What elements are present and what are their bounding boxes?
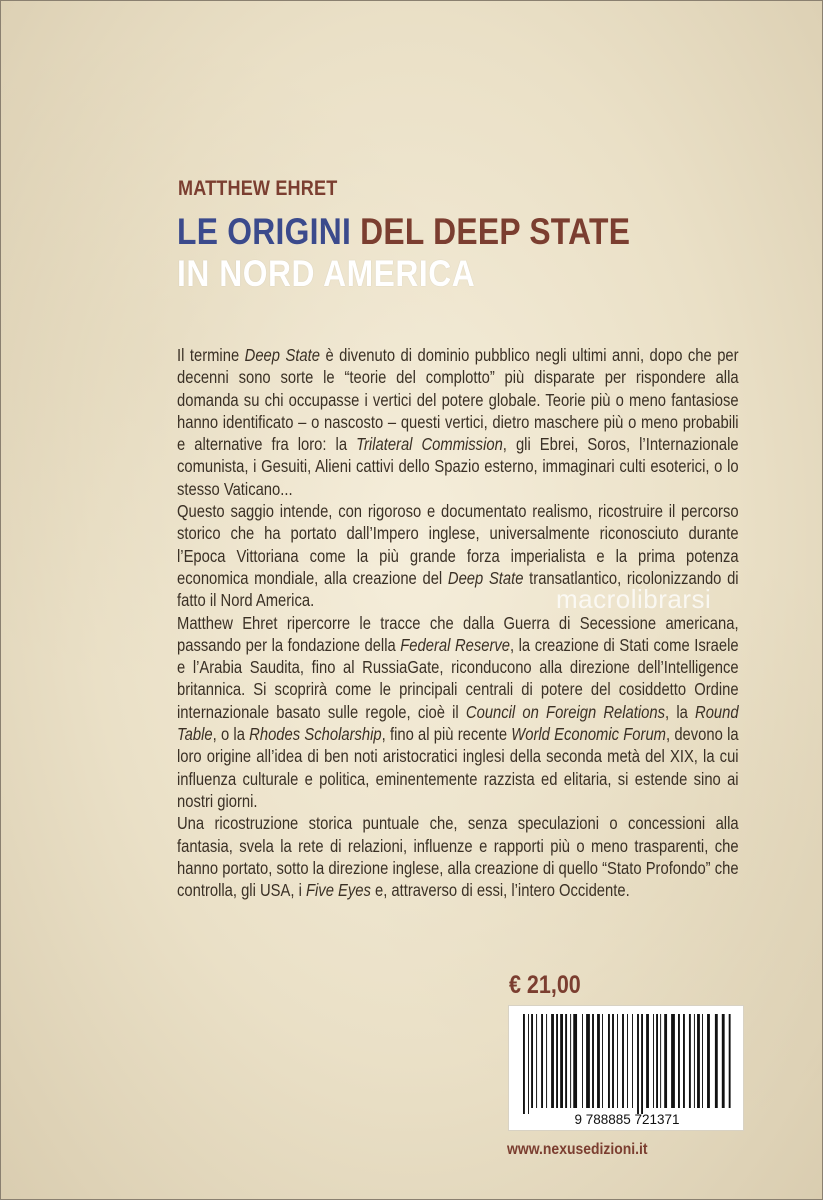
text-run: Il termine (177, 345, 245, 365)
barcode-bar (597, 1014, 600, 1108)
book-title-line-1 (177, 211, 630, 253)
barcode-bar (556, 1014, 558, 1108)
barcode-bar (531, 1014, 533, 1108)
barcode-bar (697, 1014, 700, 1108)
barcode-bar (660, 1014, 661, 1108)
blurb-paragraph (177, 812, 739, 901)
text-run: transatlantico, ricolonizzando di fatto il Nord America. (177, 567, 739, 611)
barcode-bar (689, 1014, 691, 1108)
barcode-bar (602, 1014, 603, 1108)
barcode-bar (641, 1014, 643, 1114)
barcode-bar (683, 1014, 685, 1108)
text-run: , o la (212, 724, 250, 745)
barcode-bar (592, 1014, 594, 1108)
price-label: € 21,00 (509, 971, 581, 999)
barcode-bar (694, 1014, 695, 1108)
italic-term: Deep State (244, 345, 320, 365)
title-part-deep-state: DEL DEEP STATE (360, 211, 631, 252)
barcode-bar (627, 1014, 628, 1108)
barcode-bar (560, 1014, 563, 1108)
italic-term: Round Table (177, 701, 739, 745)
italic-term: Deep State (447, 567, 524, 588)
barcode-bar (622, 1014, 624, 1108)
barcode-bar (707, 1014, 710, 1108)
barcode-bar (536, 1014, 537, 1108)
barcode-bar (729, 1014, 731, 1108)
text-run: , fino al più recente (381, 724, 512, 745)
italic-term: Rhodes Scholarship (249, 724, 382, 745)
barcode-bar (722, 1014, 725, 1108)
author-name: MATTHEW EHRET (178, 177, 338, 200)
barcode-bar (586, 1014, 590, 1108)
barcode-bar (653, 1014, 654, 1108)
italic-term: Trilateral Commission (356, 434, 503, 455)
barcode-bar (637, 1014, 639, 1114)
barcode-bar (573, 1014, 577, 1108)
italic-term: Five Eyes (305, 880, 371, 901)
barcode-bar (570, 1014, 571, 1108)
barcode-bar (671, 1014, 675, 1108)
barcode-bar (702, 1014, 703, 1108)
title-part-origini: LE ORIGINI (177, 211, 352, 252)
text-run: Matthew Ehret ripercorre le tracce che dalla Guerra di Secessione americana, passando per la fondazione della (177, 612, 739, 655)
barcode-bar (632, 1014, 633, 1108)
text-run: , gli Ebrei, Soros, l’Internazionale comunista, i Gesuiti, Alieni cattivi dello Spazio esterno, immaginari culti esoterici, o lo stesso Vaticano... (177, 434, 739, 499)
text-run: è divenuto di dominio pubblico negli ultimi anni, dopo che per decenni sono sorte le “teorie del complotto” più disparate per rispondere alla domanda su chi occupasse i vertici del potere globale. Teorie più o meno fantasiose hanno identificato – o nascosto – questi vertici, dietro maschere più o meno probabili e alternative fra loro: la (177, 345, 739, 455)
barcode-bar (541, 1014, 543, 1108)
barcode-bar (646, 1014, 649, 1108)
barcode-bar (565, 1014, 567, 1108)
barcode-bar (551, 1014, 554, 1108)
book-title-line-2: IN NORD AMERICA (177, 253, 476, 294)
italic-term: Council on Foreign Relations (465, 701, 666, 722)
publisher-website: www.nexusedizioni.it (507, 1141, 648, 1158)
text-run: e, attraverso di essi, l’intero Occidente. (370, 880, 630, 901)
text-run: , devono la loro origine all’idea di ben noti aristocratici inglesi della seconda metà del XIX, la cui influenza culturale e politica, eminentemente razzista ed elitaria, si estende sino ai nostri giorni. (177, 724, 739, 811)
barcode-bar (528, 1014, 529, 1114)
barcode-bar (617, 1014, 618, 1108)
barcode-bar (715, 1014, 718, 1108)
isbn-digits: 9 788885 721371 (574, 1112, 680, 1127)
barcode-bar (546, 1014, 547, 1108)
text-run: , la creazione di Stati come Israele e l’Arabia Saudita, fino al RussiaGate, riconducono alla direzione dell’Intelligence britannica. Si scoprirà come le principali centrali di potere del cosiddetto Ordine internazionale basato sulle regole, cioè il (177, 634, 739, 722)
blurb-paragraph (177, 612, 739, 813)
barcode-bar (523, 1014, 525, 1114)
watermark-text: macrolibrarsi (556, 584, 712, 614)
italic-term: World Economic Forum (511, 724, 666, 745)
barcode-bars (523, 1014, 731, 1114)
text-run: Questo saggio intende, con rigoroso e documentato realismo, ricostruire il percorso storico che ha portato dall’Impero inglese, universalmente riconosciuto durante l’Epoca Vittoriana come la più grande forza imperialista e la prima potenza economica mondiale, alla creazione del (177, 501, 739, 588)
barcode-bar (612, 1014, 614, 1108)
barcode-graphic (509, 1006, 745, 1132)
back-cover-blurb (177, 344, 739, 901)
blurb-paragraph (177, 344, 739, 500)
isbn-barcode (508, 1005, 744, 1131)
barcode-bar (582, 1014, 583, 1108)
text-run: Una ricostruzione storica puntuale che, senza speculazioni o concessioni alla fantasia, svela la rete di relazioni, influenze e rapporti più o meno trasparenti, che hanno portato, sotto la direzione inglese, alla creazione di quello “Stato Profondo” che controlla, gli USA, i (177, 813, 739, 901)
barcode-bar (664, 1014, 667, 1108)
barcode-bar (678, 1014, 680, 1108)
italic-term: Federal Reserve (400, 634, 510, 655)
text-run: , la (665, 701, 696, 722)
barcode-bar (656, 1014, 658, 1108)
barcode-bar (608, 1014, 610, 1108)
